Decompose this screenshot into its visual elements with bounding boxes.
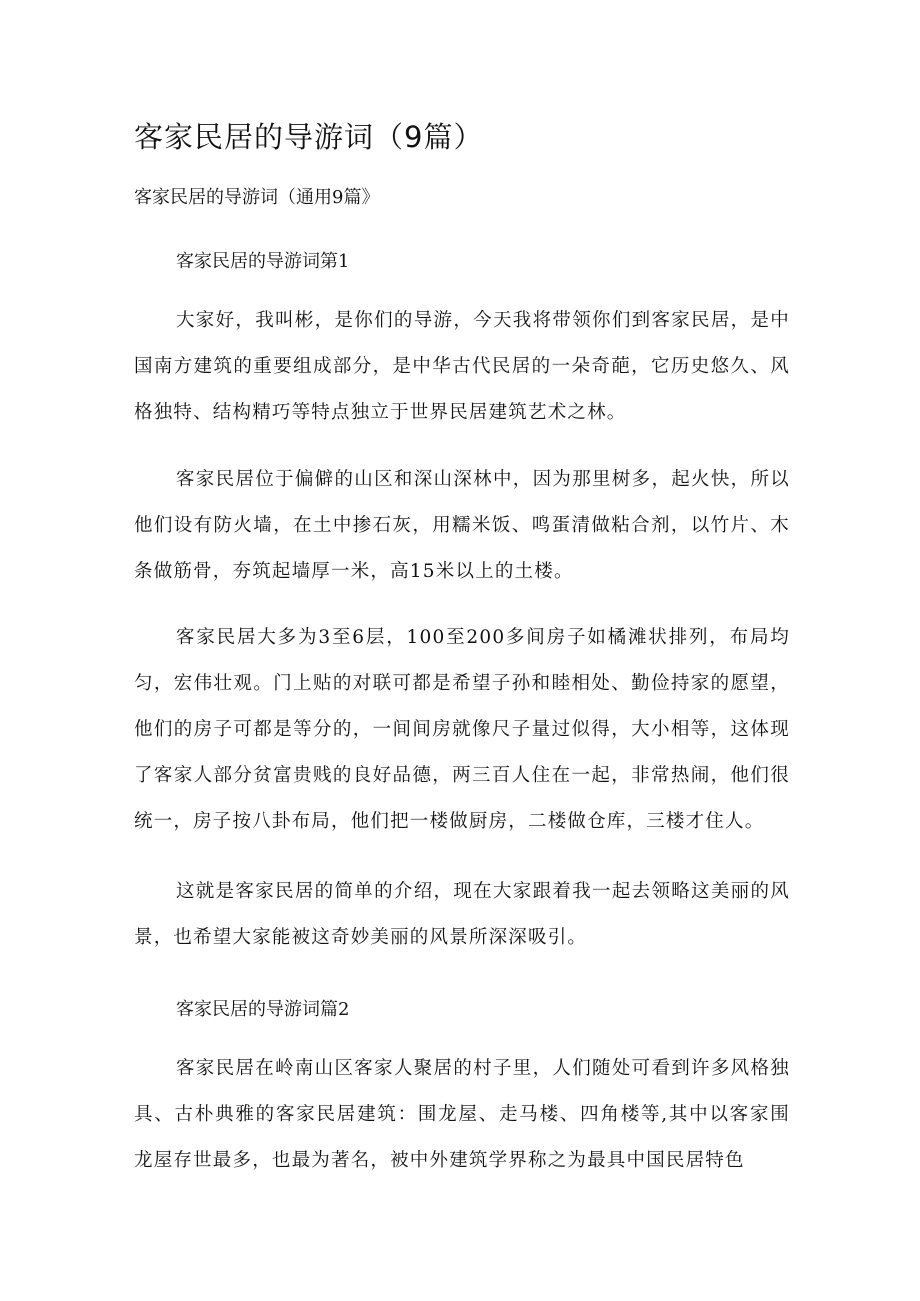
section-heading-1: 客家民居的导游词第1 — [176, 251, 350, 272]
section-heading-2: 客家民居的导游词篇2 — [176, 999, 350, 1020]
section-2-paragraph-1: 客家民居在岭南山区客家人聚居的村子里，人们随处可看到许多风格独具、古朴典雅的客家民居建筑：围龙屋、走马楼、四角楼等,其中以客家围龙屋存世最多，也最为著名，被中外建筑学界称之为最具中国民居特色 — [134, 1058, 790, 1171]
section-1-paragraph-1: 大家好，我叫彬，是你们的导游，今天我将带领你们到客家民居，是中国南方建筑的重要组成部分，是中华古代民居的一朵奇葩，它历史悠久、风格独特、结构精巧等特点独立于世界民居建筑艺术之林。 — [134, 310, 790, 423]
section-1-paragraph-4: 这就是客家民居的简单的介绍，现在大家跟着我一起去领略这美丽的风景，也希望大家能被这奇妙美丽的风景所深深吸引。 — [134, 881, 790, 948]
document-subtitle: 客家民居的导游词（通用9篇》 — [134, 187, 380, 208]
section-1-paragraph-3: 客家民居大多为3至6层，100至200多间房子如橘滩状排列，布局均匀，宏伟壮观。门上贴的对联可都是希望子孙和睦相处、勤俭持家的愿望，他们的房子可都是等分的，一间间房就像尺子量过似得，大小相等，这体现了客家人部分贫富贵贱的良好品德，两三百人住在一起，非常热闹，他们很统一，房子按八卦布局，他们把一楼做厨房，二楼做仓库，三楼才住人。 — [134, 627, 790, 832]
document-title: 客家民居的导游词（9篇） — [134, 120, 484, 154]
section-1-paragraph-2: 客家民居位于偏僻的山区和深山深林中，因为那里树多，起火快，所以他们设有防火墙，在土中掺石灰，用糯米饭、鸣蛋清做粘合剂，以竹片、木条做筋骨，夯筑起墙厚一米，高15米以上的土楼。 — [134, 469, 790, 582]
